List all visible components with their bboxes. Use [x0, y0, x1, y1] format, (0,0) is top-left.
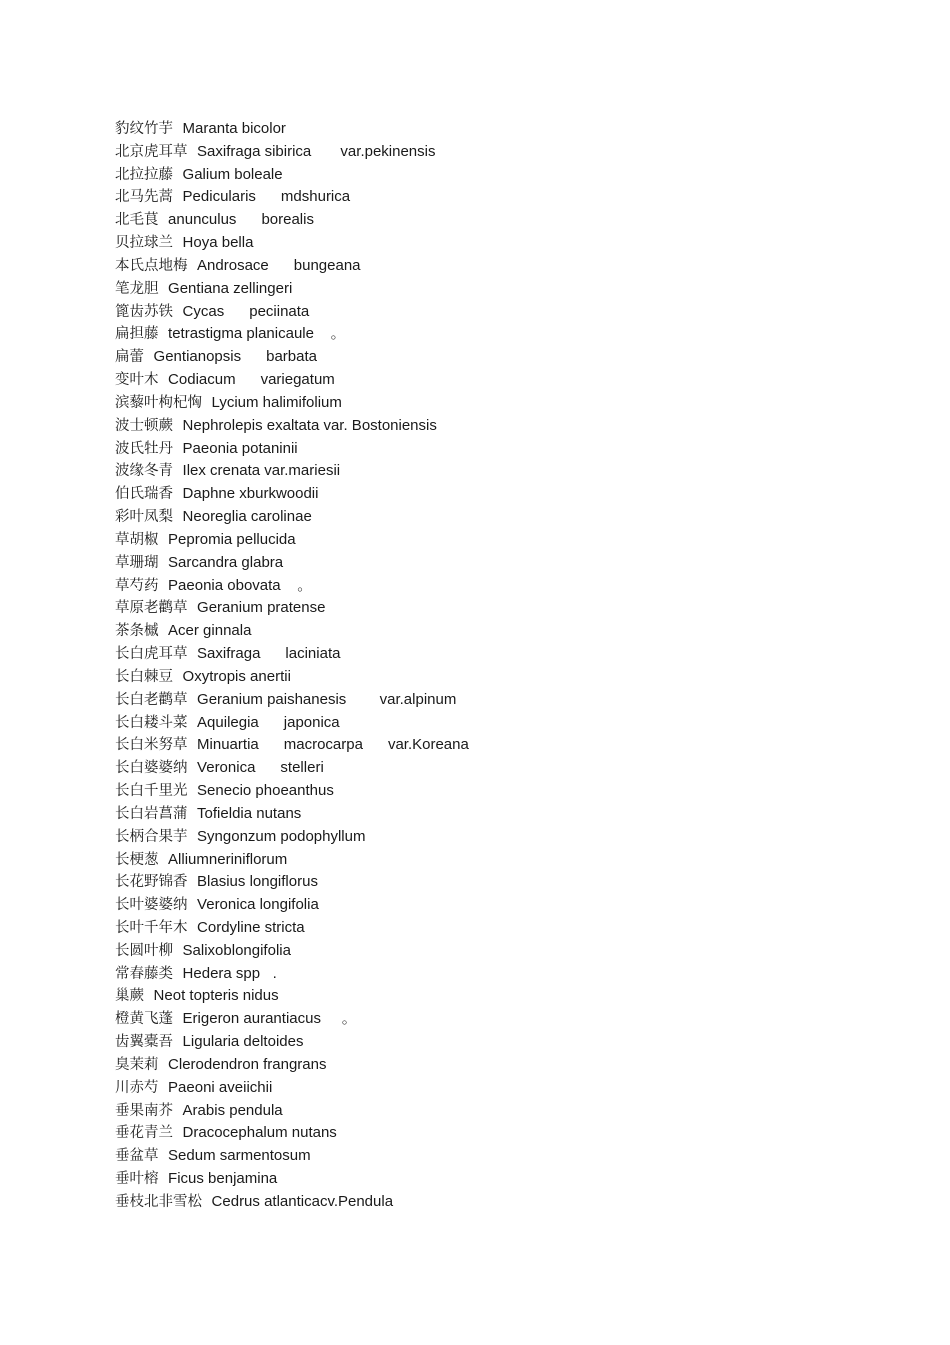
latin-name: Erigeron aurantiacus 。 — [182, 1010, 357, 1028]
plant-entry — [115, 916, 469, 939]
latin-name: Ligularia deltoides — [182, 1033, 304, 1051]
latin-name: Ilex crenata var.mariesii — [182, 462, 341, 480]
latin-name: Minuartia macrocarpa var.Koreana — [197, 736, 469, 754]
latin-name: Pepromia pellucida — [168, 530, 296, 548]
chinese-name: 臭茉莉 — [115, 1056, 159, 1073]
latin-name: Dracocephalum nutans — [182, 1124, 337, 1142]
latin-name: Syngonzum podophyllum — [197, 827, 366, 845]
latin-name: Oxytropis anertii — [182, 667, 291, 685]
latin-name: Acer ginnala — [168, 622, 252, 640]
latin-name: Paeonia potaninii — [182, 439, 298, 457]
chinese-name: 伯氏瑞香 — [115, 486, 173, 503]
chinese-name: 长圆叶柳 — [115, 942, 173, 959]
latin-name: anunculus borealis — [168, 211, 314, 229]
plant-entry — [115, 962, 469, 985]
chinese-name: 贝拉球兰 — [115, 235, 173, 252]
plant-entry — [115, 665, 469, 688]
plant-entry — [115, 368, 469, 391]
plant-entry — [115, 437, 469, 460]
chinese-name: 长白千里光 — [115, 783, 188, 800]
plant-entry — [115, 300, 469, 323]
chinese-name: 垂盆草 — [115, 1148, 159, 1165]
latin-name: Nephrolepis exaltata var. Bostoniensis — [182, 416, 437, 434]
latin-name: Blasius longiflorus — [197, 873, 318, 891]
plant-entry — [115, 163, 469, 186]
latin-name: Neoreglia carolinae — [182, 508, 312, 526]
plant-entry — [115, 1007, 469, 1030]
chinese-name: 长柄合果芋 — [115, 828, 188, 845]
chinese-name: 齿翼橐吾 — [115, 1034, 173, 1051]
plant-entry — [115, 117, 469, 140]
latin-name: Cordyline stricta — [197, 918, 305, 936]
latin-name: Salixoblongifolia — [182, 941, 291, 959]
plant-entry — [115, 1030, 469, 1053]
plant-entry — [115, 574, 469, 597]
latin-name: Cycas peciinata — [182, 302, 310, 320]
plant-entry — [115, 391, 469, 414]
latin-name: Maranta bicolor — [182, 120, 286, 137]
plant-entry — [115, 619, 469, 642]
chinese-name: 北京虎耳草 — [115, 143, 188, 160]
latin-name: Gentianopsis barbata — [153, 348, 317, 366]
plant-entry — [115, 505, 469, 528]
plant-name-list — [115, 117, 469, 1213]
plant-entry — [115, 1167, 469, 1190]
chinese-name: 笔龙胆 — [115, 280, 159, 297]
chinese-name: 草芍药 — [115, 577, 159, 594]
latin-name: Clerodendron frangrans — [168, 1055, 327, 1073]
chinese-name: 长白虎耳草 — [115, 646, 188, 663]
latin-name: Saxifraga sibirica var.pekinensis — [197, 142, 436, 160]
plant-entry — [115, 185, 469, 208]
plant-entry — [115, 1053, 469, 1076]
latin-name: Veronica stelleri — [197, 759, 324, 777]
plant-entry — [115, 551, 469, 574]
plant-entry — [115, 802, 469, 825]
chinese-name: 垂果南芥 — [115, 1102, 173, 1119]
chinese-name: 变叶木 — [115, 372, 159, 389]
plant-entry — [115, 208, 469, 231]
chinese-name: 长叶千年木 — [115, 919, 188, 936]
plant-entry — [115, 482, 469, 505]
plant-entry — [115, 1099, 469, 1122]
chinese-name: 篦齿苏铁 — [115, 303, 173, 320]
latin-name: Sedum sarmentosum — [168, 1147, 311, 1165]
chinese-name: 垂花青兰 — [115, 1125, 173, 1142]
chinese-name: 北马先蒿 — [115, 189, 173, 206]
chinese-name: 扁担藤 — [115, 326, 159, 343]
chinese-name: 滨藜叶枸杞恟 — [115, 394, 202, 411]
latin-name: Saxifraga laciniata — [197, 645, 341, 663]
plant-entry — [115, 733, 469, 756]
chinese-name: 长叶婆婆纳 — [115, 897, 188, 914]
chinese-name: 草珊瑚 — [115, 554, 159, 571]
latin-name: Tofieldia nutans — [197, 804, 302, 822]
plant-entry — [115, 711, 469, 734]
plant-entry — [115, 870, 469, 893]
chinese-name: 垂叶榕 — [115, 1171, 159, 1188]
plant-entry — [115, 848, 469, 871]
latin-name: Aquilegia japonica — [197, 713, 340, 731]
latin-name: Androsace bungeana — [197, 256, 361, 274]
plant-entry — [115, 1076, 469, 1099]
plant-entry — [115, 140, 469, 163]
plant-entry — [115, 459, 469, 482]
chinese-name: 北拉拉藤 — [115, 166, 173, 183]
latin-name: Veronica longifolia — [197, 896, 319, 914]
chinese-name: 长白棘豆 — [115, 668, 173, 685]
plant-entry — [115, 277, 469, 300]
latin-name: Codiacum variegatum — [168, 371, 335, 389]
chinese-name: 豹纹竹芋 — [115, 121, 173, 137]
plant-entry — [115, 254, 469, 277]
chinese-name: 长白婆婆纳 — [115, 760, 188, 777]
plant-entry — [115, 939, 469, 962]
plant-entry — [115, 1190, 469, 1213]
plant-entry — [115, 596, 469, 619]
chinese-name: 波缘冬青 — [115, 463, 173, 480]
latin-name: Daphne xburkwoodii — [182, 485, 319, 503]
chinese-name: 常春藤类 — [115, 965, 173, 982]
chinese-name: 巢蕨 — [115, 988, 144, 1005]
plant-entry — [115, 345, 469, 368]
latin-name: Hoya bella — [182, 234, 254, 252]
chinese-name: 彩叶凤梨 — [115, 509, 173, 526]
plant-entry — [115, 893, 469, 916]
latin-name: Arabis pendula — [182, 1101, 283, 1119]
latin-name: Paeonia obovata 。 — [168, 576, 313, 594]
latin-name: Senecio phoeanthus — [197, 782, 334, 800]
chinese-name: 草原老鹳草 — [115, 600, 188, 617]
plant-entry — [115, 231, 469, 254]
chinese-name: 长白耧斗菜 — [115, 714, 188, 731]
chinese-name: 茶条槭 — [115, 623, 159, 640]
plant-entry — [115, 1121, 469, 1144]
chinese-name: 川赤芍 — [115, 1079, 159, 1096]
plant-entry — [115, 688, 469, 711]
plant-entry — [115, 322, 469, 345]
plant-entry — [115, 984, 469, 1007]
chinese-name: 橙黄飞蓬 — [115, 1011, 173, 1028]
chinese-name: 波士顿蕨 — [115, 417, 173, 434]
chinese-name: 长白岩菖蒲 — [115, 805, 188, 822]
latin-name: Alliumneriniflorum — [168, 850, 288, 868]
latin-name: Gentiana zellingeri — [168, 279, 293, 297]
latin-name: tetrastigma planicaule 。 — [168, 325, 346, 343]
plant-entry — [115, 528, 469, 551]
chinese-name: 波氏牡丹 — [115, 440, 173, 457]
chinese-name: 草胡椒 — [115, 531, 159, 548]
chinese-name: 本氏点地梅 — [115, 257, 188, 274]
chinese-name: 长花野锦香 — [115, 874, 188, 891]
latin-name: Ficus benjamina — [168, 1170, 278, 1188]
latin-name: Hedera spp . — [182, 964, 277, 982]
latin-name: Lycium halimifolium — [211, 393, 342, 411]
plant-entry — [115, 825, 469, 848]
latin-name: Paeoni aveiichii — [168, 1078, 273, 1096]
chinese-name: 长白老鹳草 — [115, 691, 188, 708]
chinese-name: 长梗葱 — [115, 851, 159, 868]
chinese-name: 北毛茛 — [115, 212, 159, 229]
latin-name: Pedicularis mdshurica — [182, 188, 351, 206]
chinese-name: 长白米努草 — [115, 737, 188, 754]
latin-name: Cedrus atlanticacv.Pendula — [211, 1192, 394, 1210]
plant-entry — [115, 1144, 469, 1167]
chinese-name: 扁蕾 — [115, 349, 144, 366]
plant-entry — [115, 779, 469, 802]
latin-name: Sarcandra glabra — [168, 553, 284, 571]
plant-entry — [115, 414, 469, 437]
latin-name: Geranium pratense — [197, 599, 326, 617]
latin-name: Galium boleale — [182, 165, 283, 183]
latin-name: Geranium paishanesis var.alpinum — [197, 690, 457, 708]
plant-entry — [115, 756, 469, 779]
chinese-name: 垂枝北非雪松 — [115, 1193, 202, 1210]
plant-entry — [115, 642, 469, 665]
latin-name: Neot topteris nidus — [153, 987, 279, 1005]
